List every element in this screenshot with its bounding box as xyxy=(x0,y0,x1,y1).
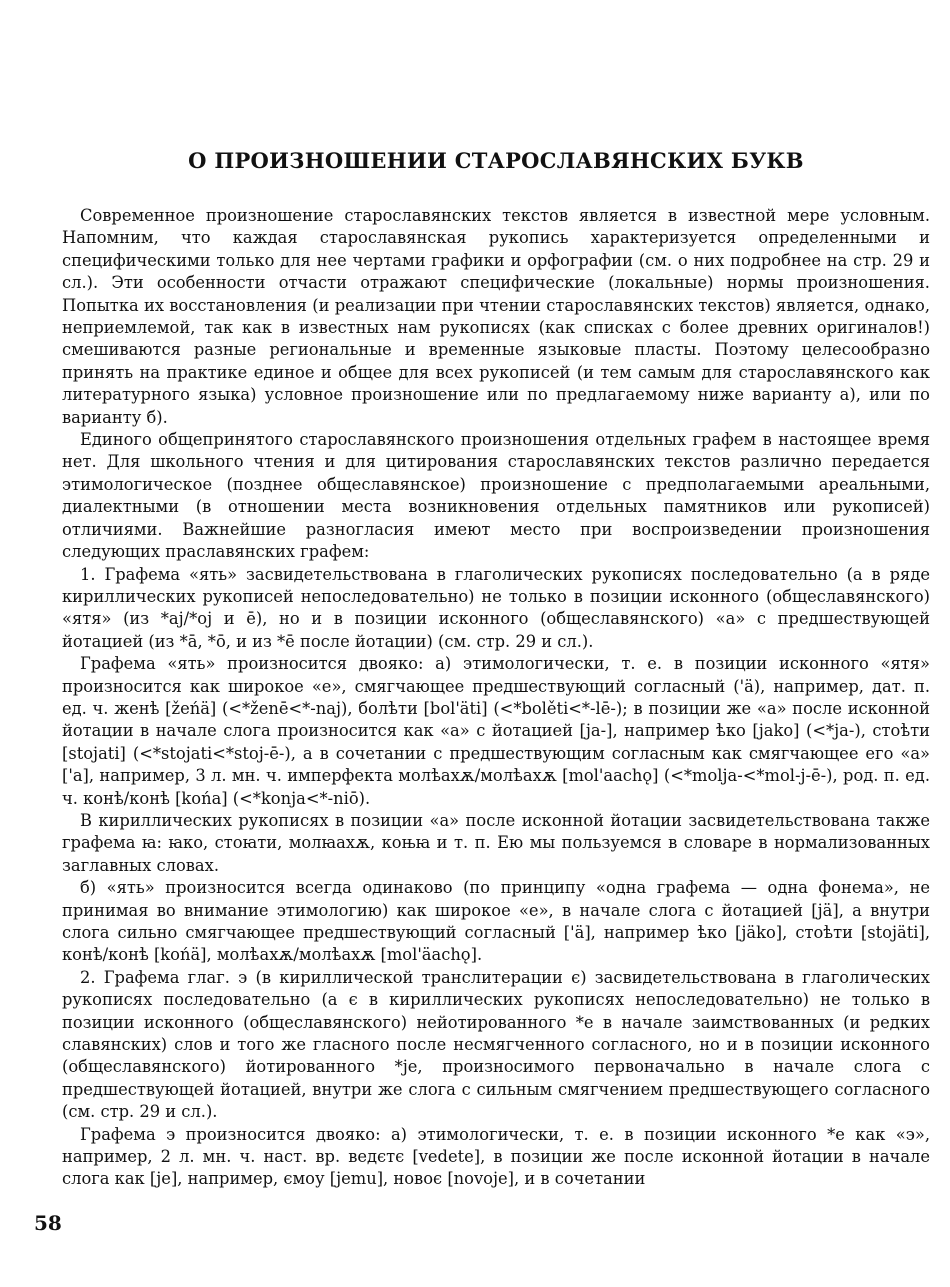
paragraph-5: В кириллических рукописях в позиции «а» после исконной йотации засвидетельствована также графема ꙗ: ꙗко, стоꙗти, молꙗахѫ, коњꙗ и т. п. Ею мы пользуемся в словаре в нормализованных заглавных словах. xyxy=(62,810,930,875)
paragraph-2: Единого общепринятого старославянского произношения отдельных графем в настоящее время нет. Для школьного чтения и для цитирования старославянских текстов различно передается этимологическое (позднее общеславянское) произношение с предполагаемыми ареальными, диалектными (в отношении места возникновения отдельных памятников или рукописей) отличиями. Важнейшие разногласия имеют место при воспроизведении произношения следующих праславянских графем: xyxy=(62,430,930,562)
paragraph-6: б) «ять» произносится всегда одинаково (по принципу «одна графема — одна фонема», не принимая во внимание этимологию) как широкое «е», в начале слога с йотацией [jä], а внутри слога сильно смягчающее предшествующий согласный ['ä], например ѣко [jäko], стоѣти [stojäti], конѣ/конѣ [końä], молѣахѫ/молѣахѫ [mol'äachǫ]. xyxy=(62,878,930,965)
paragraph-4: Графема «ять» произносится двояко: а) этимологически, т. е. в позиции исконного «ятя» произносится как широкое «е», смягчающее предшествующий согласный ('ä), например, дат. п. ед. ч. женѣ [žеńä] (<*žеnē<*-naj), болѣти [bol'äti] (<*bolěti<*-lē-); в позиции же «а» после исконной йотации в начале слога произносится как «а» с йотацией [ja-], например ѣко [jako] (<*ja-), стоѣти [stojati] (<*stojati<*stoj-ē-), а в сочетании с предшествующим согласным как смягчающее его «а» ['a], например, 3 л. мн. ч. имперфекта молѣахѫ/молѣахѫ [mol'aachǫ] (<*molja-<*mol-j-ē-), род. п. ед. ч. конѣ/конѣ [końa] (<*konja<*-niō). xyxy=(62,654,930,808)
page-title: О ПРОИЗНОШЕНИИ СТАРОСЛАВЯНСКИХ БУКВ xyxy=(188,148,804,173)
page-number: 58 xyxy=(34,1211,62,1235)
paragraph-1: Современное произношение старославянских текстов является в известной мере условным. Напомним, что каждая старославянская рукопись характеризуется определенными и специфическими только для нее чертами графики и орфографии (см. о них подробнее на стр. 29 и сл.). Эти особенности отчасти отражают специфические (локальные) нормы произношения. Попытка их восстановления (и реализации при чтении старославянских текстов) является, однако, неприемлемой, так как в известных нам рукописях (как списках с более древних оригиналов!) смешиваются разные региональные и временные языковые пласты. Поэтому целесообразно принять на практике единое и общее для всех рукописей (и тем самым для старославянского как литературного языка) условное произношение или по предлагаемому ниже варианту а), или по варианту б). xyxy=(62,206,930,427)
paragraph-7: 2. Графема глаг. э (в кириллической транслитерации є) засвидетельствована в глаголических рукописях последовательно (а є в кириллических рукописях непоследовательно) не только в позиции исконного (общеславянского) нейотированного *е в начале заимствованных (и редких славянских) слов и того же гласного после несмягченного согласного, но и в позиции исконного (общеславянского) йотированного *je, произносимого первоначально в начале слога с предшествующей йотацией, внутри же слога с сильным смягчением предшествующего согласного (см. стр. 29 и сл.). xyxy=(62,967,930,1122)
paragraph-8: Графема э произносится двояко: а) этимологически, т. е. в позиции исконного *е как «э», например, 2 л. мн. ч. наст. вр. ведєтє [vedete], в позиции же после исконной йотации в начале слога как [je], например, ємоу [jemu], новоє [novoje], и в сочетании xyxy=(62,1124,930,1189)
paragraph-3: 1. Графема «ять» засвидетельствована в глаголических рукописях последовательно (а в ряде кириллических рукописей непоследовательно) не только в позиции исконного (общеславянского) «ятя» (из *aj/*oj и ē), но и в позиции исконного (общеславянского) «а» с предшествующей йотацией (из *ā, *ō, и из *ē после йотации) (см. стр. 29 и сл.). xyxy=(62,564,930,651)
page-body xyxy=(62,148,930,1191)
